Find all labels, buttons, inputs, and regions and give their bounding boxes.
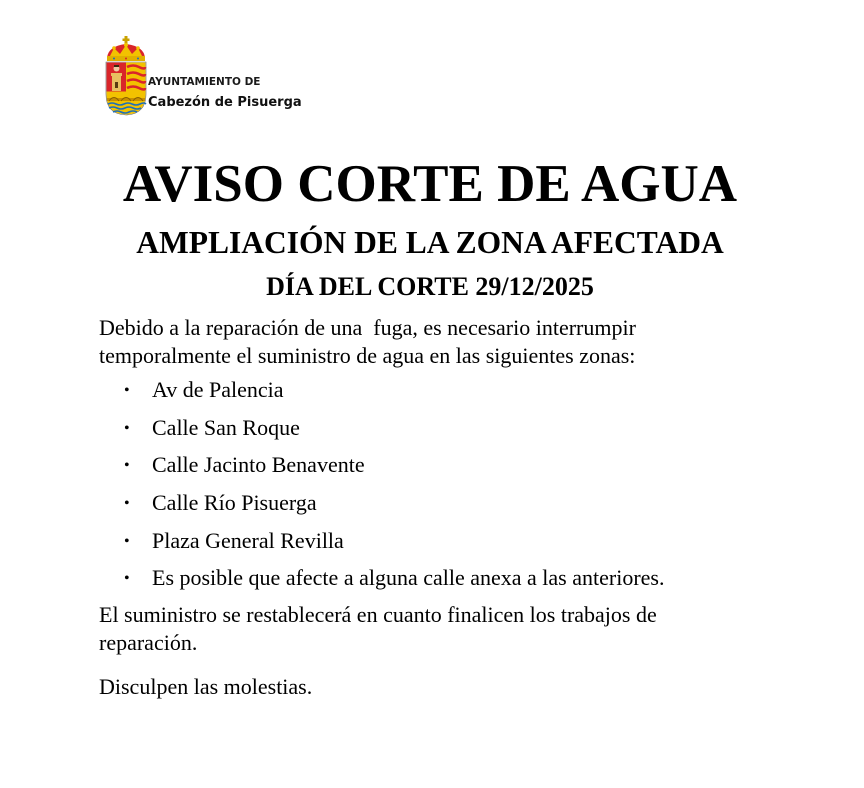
affected-zones-list [99, 376, 759, 602]
zone-name: Av de Palencia [152, 377, 284, 402]
closing-paragraph: El suministro se restablecerá en cuanto finalicen los trabajos de reparación. [99, 602, 657, 655]
zone-item [99, 414, 759, 452]
zone-name: Calle Jacinto Benavente [152, 452, 365, 478]
zone-name: Plaza General Revilla [152, 527, 344, 553]
zone-item [99, 451, 759, 489]
intro-paragraph: Debido a la reparación de una fuga, es necesario interrumpir temporalmente el suministro de agua en las siguientes zonas: [99, 315, 642, 368]
zone-name: Calle Río Pisuerga [152, 490, 317, 516]
bullet-icon: • [124, 495, 130, 513]
zone-note: Es posible que afecte a alguna calle anexa a las anteriores. [152, 565, 665, 591]
municipality-header [104, 36, 304, 116]
notice-title: AVISO CORTE DE AGUA [122, 155, 738, 213]
zone-item [99, 489, 759, 527]
zone-name: Calle San Roque [152, 414, 300, 440]
municipality-label: AYUNTAMIENTO DE [148, 76, 261, 88]
zone-item [99, 376, 759, 414]
zone-item [99, 564, 759, 602]
municipality-name: Cabezón de Pisuerga [148, 95, 302, 110]
bullet-icon: • [124, 382, 130, 399]
bullet-icon: • [124, 419, 130, 437]
outage-date: DÍA DEL CORTE 29/12/2025 [266, 272, 594, 301]
bullet-icon: • [124, 570, 130, 588]
zone-item [99, 527, 759, 565]
bullet-icon: • [124, 457, 130, 475]
bullet-icon: • [124, 532, 130, 550]
notice-subtitle: AMPLIACIÓN DE LA ZONA AFECTADA [136, 225, 724, 260]
coat-of-arms-icon [104, 36, 148, 116]
apology-text: Disculpen las molestias. [99, 674, 313, 699]
